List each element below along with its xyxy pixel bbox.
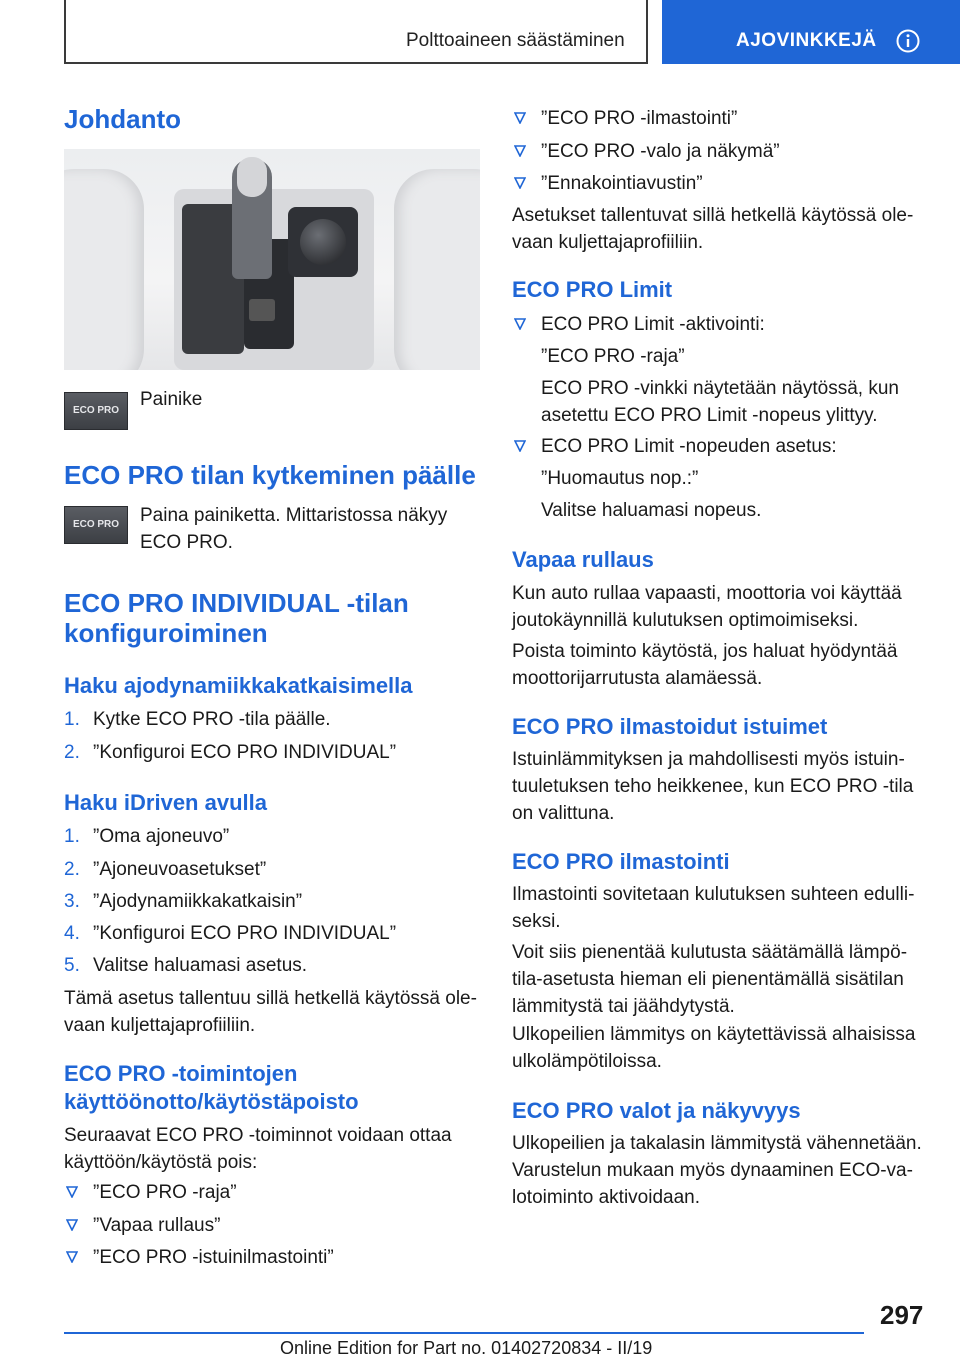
climate-paragraph: Voit siis pienentää kulutusta säätämällä lämpötila-asetusta hieman eli pienentämällä sisätilan lämmitystä tai jäähdytystä. <box>512 942 908 1017</box>
limit-item-detail: ”ECO PRO ‑raja” <box>541 346 685 367</box>
list-item: ”Ennakointiavustin” <box>541 173 703 194</box>
eco-pro-button-icon-2 <box>64 506 128 544</box>
coast-paragraph: Kun auto rullaa vapaasti, moottoria voi käyttää joutokäynnillä kulutuksen optimoimiseksi. <box>512 583 902 631</box>
step-text: ”Ajodynamiikkakatkaisin” <box>93 891 303 912</box>
limit-item-detail: Valitse haluamasi nopeus. <box>541 500 762 521</box>
heading-shortcut: Haku ajodynamiikkakatkaisimella <box>64 673 413 698</box>
step-text: Kytke ECO PRO ‑tila päälle. <box>93 709 331 730</box>
list-item: ”ECO PRO ‑raja” <box>93 1182 237 1203</box>
gear-lever-top-shape <box>237 157 267 197</box>
step-number: 4. <box>64 923 80 944</box>
continued-note: Asetukset tallentuvat sillä hetkellä käytössä olevaan kuljettajaprofiiliin. <box>512 205 914 253</box>
list-item: ”ECO PRO ‑istuinilmastointi” <box>93 1247 334 1268</box>
step-number: 2. <box>64 859 80 880</box>
list-item: ”ECO PRO ‑valo ja näkymä” <box>541 141 780 162</box>
heading-individual: ECO PRO INDIVIDUAL ‑tilan konfiguroiminen <box>64 588 409 648</box>
limit-item-detail: ECO PRO ‑vinkki näytetään näytössä, kun asetettu ECO PRO Limit ‑nopeus ylittyy. <box>541 378 899 426</box>
limit-item-detail: ”Huomautus nop.:” <box>541 468 699 489</box>
seats-paragraph: Istuinlämmityksen ja mahdollisesti myös istuintuuletuksen teho heikkenee, kun ECO PRO ‑tila on valittuna. <box>512 749 914 824</box>
step-text: Valitse haluamasi asetus. <box>93 955 308 976</box>
step-text: ”Konfiguroi ECO PRO INDIVIDUAL” <box>93 742 397 763</box>
page-number: 297 <box>880 1300 924 1330</box>
heading-lights: ECO PRO valot ja näkyvyys <box>512 1098 801 1123</box>
seat-right-shape <box>394 169 480 370</box>
section-title[interactable]: AJOVINKKEJÄ <box>736 30 877 51</box>
list-triangle-icon <box>514 318 526 330</box>
edition-text: Online Edition for Part no. 01402720834 - II/19 <box>280 1338 653 1358</box>
info-icon[interactable] <box>896 29 920 53</box>
heading-intro: Johdanto <box>64 104 181 134</box>
eco-pro-button-icon <box>64 392 128 430</box>
eco-pro-button-label: ECO PRO <box>72 405 120 416</box>
breadcrumb[interactable]: Polttoaineen säästäminen <box>406 30 625 51</box>
coast-paragraph: Poista toiminto käytöstä, jos haluat hyödyntää moottorijarrutusta alamäessä. <box>512 641 898 689</box>
lights-paragraph: Ulkopeilien ja takalasin lämmitystä vähennetään. Varustelun mukaan myös dynaaminen ECO-valotoiminto aktivoidaan. <box>512 1133 922 1208</box>
list-item: ”Vapaa rullaus” <box>93 1215 221 1236</box>
step-number: 5. <box>64 955 80 976</box>
step-number: 1. <box>64 709 80 730</box>
list-triangle-icon <box>514 112 526 124</box>
list-triangle-icon <box>514 177 526 189</box>
step-text: ”Konfiguroi ECO PRO INDIVIDUAL” <box>93 923 397 944</box>
list-triangle-icon <box>514 440 526 452</box>
list-triangle-icon <box>514 145 526 157</box>
heading-seats: ECO PRO ilmastoidut istuimet <box>512 714 828 739</box>
functions-intro: Seuraavat ECO PRO ‑toiminnot voidaan ottaa käyttöön/käytöstä pois: <box>64 1125 452 1173</box>
step-number: 1. <box>64 826 80 847</box>
heading-climate: ECO PRO ilmastointi <box>512 849 730 874</box>
limit-item: ECO PRO Limit ‑aktivointi: <box>541 314 765 335</box>
step-number: 2. <box>64 742 80 763</box>
list-item: ”ECO PRO ‑ilmastointi” <box>541 108 738 129</box>
button-caption: Painike <box>140 389 203 410</box>
footer-rule <box>64 1332 864 1334</box>
step-text: ”Ajoneuvoasetukset” <box>93 859 267 880</box>
climate-paragraph: Ilmastointi sovitetaan kulutuksen suhteen edulliseksi. <box>512 884 915 932</box>
list-triangle-icon <box>66 1251 78 1263</box>
heading-functions: ECO PRO ‑toimintojen käyttöönotto/käytöstäpoisto <box>64 1061 359 1114</box>
heading-idrive: Haku iDriven avulla <box>64 790 267 815</box>
heading-limit: ECO PRO Limit <box>512 277 673 302</box>
heading-activate: ECO PRO tilan kytkeminen päälle <box>64 460 476 490</box>
idrive-knob-shape <box>300 219 346 265</box>
eco-pro-button-label-2: ECO PRO <box>72 519 120 530</box>
center-console-photo <box>64 149 480 370</box>
idrive-note: Tämä asetus tallentuu sillä hetkellä käytössä olevaan kuljettajaprofiiliin. <box>64 988 477 1036</box>
parking-brake-shape <box>249 299 275 321</box>
limit-item: ECO PRO Limit ‑nopeuden asetus: <box>541 436 837 457</box>
heading-coast: Vapaa rullaus <box>512 547 654 572</box>
list-triangle-icon <box>66 1186 78 1198</box>
climate-paragraph: Ulkopeilien lämmitys on käytettävissä alhaisissa ulkolämpötiloissa. <box>512 1024 916 1072</box>
step-number: 3. <box>64 891 80 912</box>
seat-left-shape <box>64 169 144 370</box>
step-text: ”Oma ajoneuvo” <box>93 826 230 847</box>
list-triangle-icon <box>66 1219 78 1231</box>
activate-text: Paina painiketta. Mittaristossa näkyy ECO PRO. <box>140 505 448 553</box>
page-header <box>0 0 960 66</box>
